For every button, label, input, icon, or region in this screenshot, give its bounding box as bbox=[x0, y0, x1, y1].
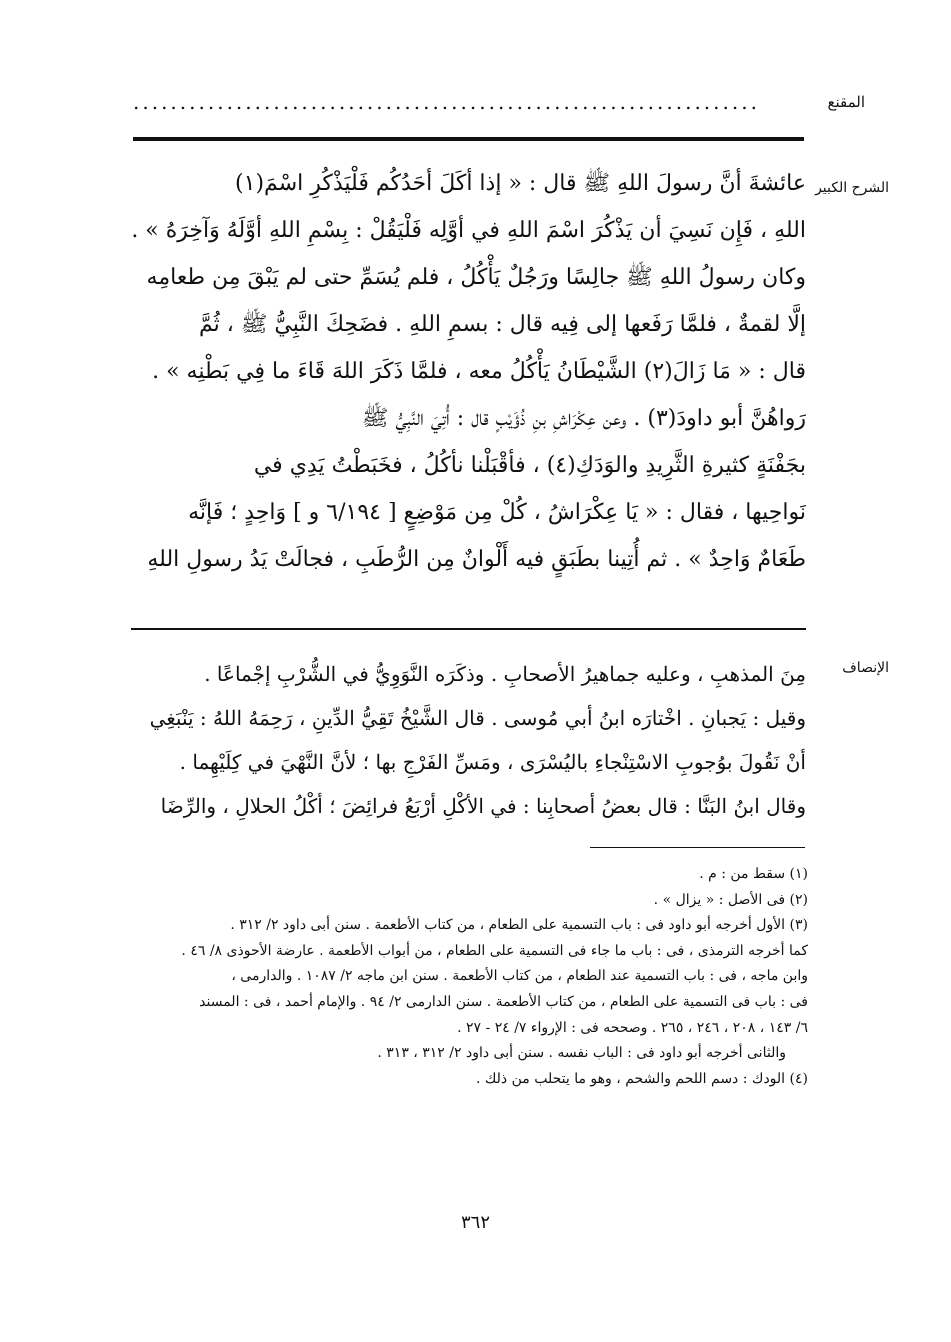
footnote-line: (٣) الأول أخرجه أبو داود فى : باب التسمية على الطعام ، من كتاب الأطعمة . سنن أبى داود ٢/ ٣١٢ . bbox=[230, 917, 808, 934]
text-line: قال : « مَا زَالَ(٢) الشَّيْطَانُ يَأْكُلُ معه ، فلمَّا ذَكَرَ اللهَ قَاءَ ما فِي بَطْنِه » . bbox=[152, 359, 806, 384]
header-rule bbox=[133, 137, 804, 141]
page-number: ٣٦٢ bbox=[460, 1212, 490, 1233]
text-line: طَعَامٌ وَاحِدٌ » . ثم أُتِينا بطَبَقٍ فيه أَلْوانٌ مِن الرُّطَبِ ، فجالَتْ يَدُ رسولِ اللهِ bbox=[147, 547, 806, 572]
footnote-line: فى : باب فى التسمية على الطعام ، من كتاب الأطعمة . سنن الدارمى ٢/ ٩٤ . والإمام أحمد ، فى : المسند bbox=[199, 993, 808, 1010]
footnote-line: والثانى أخرجه أبو داود فى : الباب نفسه . سنن أبى داود ٢/ ٣١٢ ، ٣١٣ . bbox=[377, 1045, 786, 1062]
text-line: أنْ نَقُولَ بوُجوبِ الاسْتِنْجاءِ باليُسْرَى ، ومَسِّ الفَرْجِ بها ؛ لأنَّ النَّهْيَ في كِلَيْهِما . bbox=[179, 750, 806, 774]
text-line: إلَّا لقمةٌ ، فلمَّا رَفَعها إلى فِيه قال : بسمِ اللهِ . فضَحِكَ النَّبِيُّ ﷺ ، ثُمَّ bbox=[198, 312, 806, 337]
text-line: وقيل : يَجبانِ . اخْتارَه ابنُ أبي مُوسى . قال الشَّيْخُ تَقِيُّ الدِّينِ ، رَحِمَهُ اللهُ : يَنْبَغِي bbox=[149, 706, 806, 730]
footnote-line: ٦/ ١٤٣ ، ٢٠٨ ، ٢٤٦ ، ٢٦٥ . وصححه فى : الإرواء ٧/ ٢٤ - ٢٧ . bbox=[457, 1019, 808, 1036]
footnote-separator bbox=[590, 847, 805, 848]
margin-label-insaf: الإنصاف bbox=[842, 660, 889, 676]
running-header-title: المقنع bbox=[827, 93, 865, 111]
footnote-line: كما أخرجه الترمذى ، فى : باب ما جاء فى التسمية على الطعام ، من أبواب الأطعمة . عارضة الأحوذى ٨/ ٤٦ . bbox=[181, 942, 808, 959]
footnote-line: وابن ماجه ، فى : باب التسمية عند الطعام ، من كتاب الأطعمة . سنن ابن ماجه ٢/ ١٠٨٧ . والدارمى ، bbox=[231, 968, 808, 985]
text-line: نَواحِيها ، فقال : « يَا عِكْرَاشُ ، كُلْ مِن مَوْضِعٍ [ ٦/١٩٤ و ] وَاحِدٍ ؛ فَإنَّه bbox=[188, 500, 806, 525]
footnotes bbox=[128, 862, 808, 1092]
footnote-line: (٤) الودك : دسم اللحم والشحم ، وهو ما يتحلب من ذلك . bbox=[475, 1070, 808, 1087]
sharh-text-block bbox=[130, 160, 806, 583]
footnote-line: (١) سقط من : م . bbox=[699, 866, 808, 882]
text-line: مِنَ المذهبِ ، وعليه جماهيرُ الأصحابِ . وذكَرَه النَّوَوِيُّ في الشُّرْبِ إجْماعًا . bbox=[204, 662, 806, 686]
text-line: بجَفْنَةٍ كثيرةِ الثَّرِيدِ والوَدَكِ(٤) ، فأقْبَلْنا نأكُلُ ، فخَبَطْتُ يَدِي في bbox=[253, 453, 806, 478]
section-divider bbox=[131, 628, 806, 630]
margin-label-sharh: الشرح الكبير bbox=[815, 180, 889, 196]
footnote-line: (٢) فى الأصل : « يزال » . bbox=[653, 891, 808, 908]
text-line: وقال ابنُ البَنَّا : قال بعضُ أصحابِنا : في الأكْلِ أرْبَعُ فرائِضَ ؛ أكْلُ الحلالِ ، والرِّضَا bbox=[160, 794, 806, 818]
text-line: وكان رسولُ اللهِ ﷺ جالِسًا ورَجُلٌ يَأْكُلُ ، فلم يُسَمِّ حتى لم يَبْقَ مِن طعامِه bbox=[146, 265, 806, 290]
text-line: رَواهُنَّ أبو داودَ(٣) . وعن عِكْرَاشِ بنِ ذُؤَيْبٍ قال : أُتِيَ النَّبِيُّ ﷺ bbox=[361, 406, 806, 431]
insaf-text-block bbox=[130, 652, 806, 828]
text-line: عائشةَ أنَّ رسولَ اللهِ ﷺ قال : « إذا أكَلَ أحَدُكُم فَلْيَذْكُرِ اسْمَ(١) bbox=[235, 171, 806, 196]
header-dotted-leader: ................................................................... bbox=[133, 90, 760, 114]
text-line: اللهِ ، فَإِن نَسِيَ أن يَذْكُرَ اسْمَ اللهِ في أوَّلِه فَلْيَقُلْ : بِسْمِ اللهِ أوَّلَهُ وَآخِرَهُ » . bbox=[131, 218, 806, 243]
